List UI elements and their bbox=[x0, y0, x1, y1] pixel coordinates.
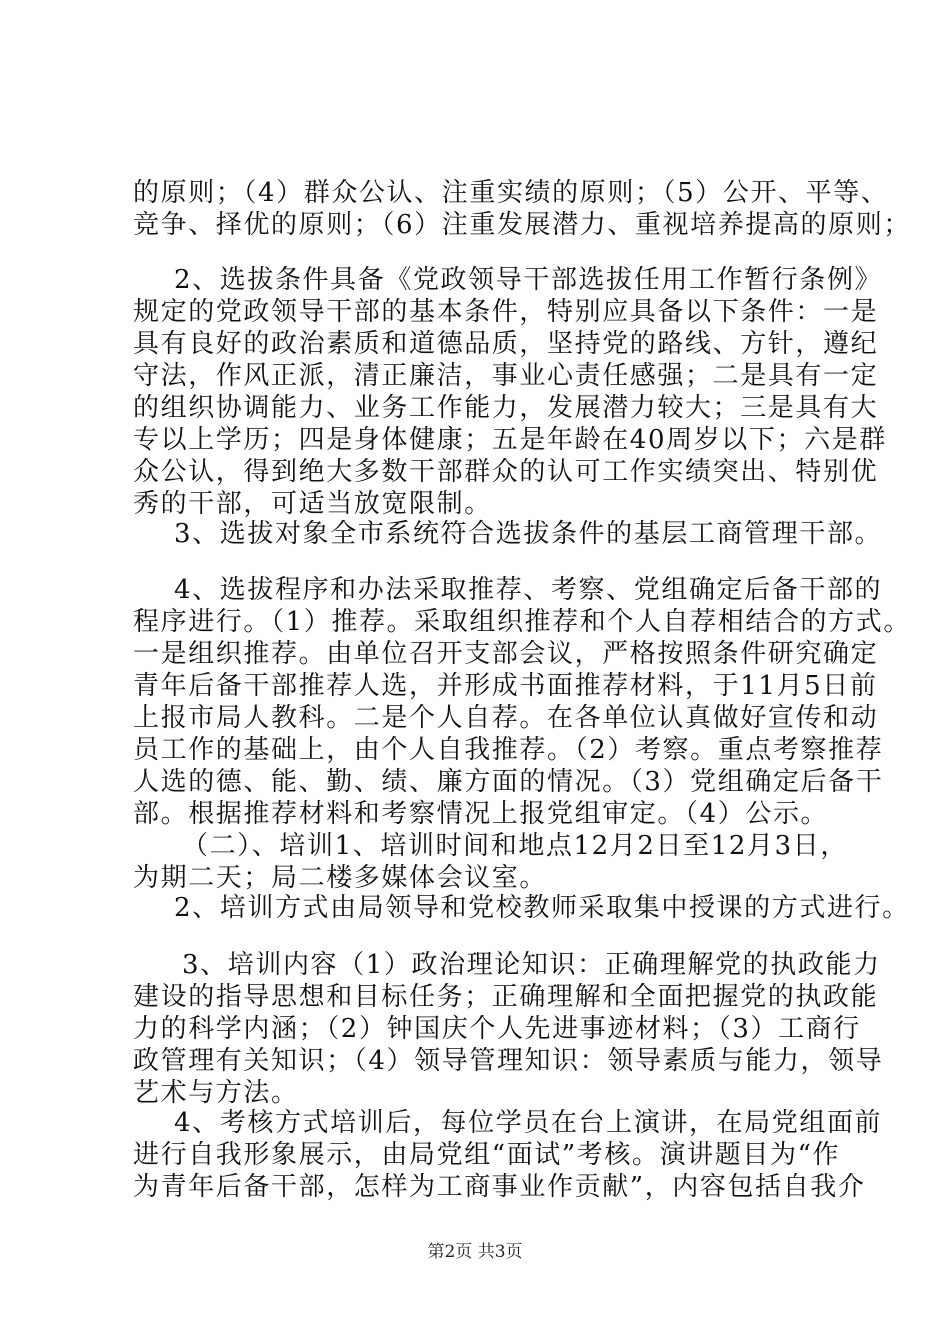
text-line: 为青年后备干部，怎样为工商事业作贡献”，内容包括自我介 bbox=[133, 1172, 866, 1202]
text-line: 4、选拔程序和办法采取推荐、考察、党组确定后备干部的 bbox=[174, 575, 883, 605]
text-line: 力的科学内涵；（2）钟国庆个人先进事迹材料；（3）工商行 bbox=[133, 1014, 861, 1044]
text-line: 程序进行。（1）推荐。采取组织推荐和个人自荐相结合的方式。 bbox=[133, 607, 911, 637]
text-line: 政管理有关知识；（4）领导管理知识：领导素质与能力，领导 bbox=[133, 1046, 884, 1076]
text-line: 3、选拔对象全市系统符合选拔条件的基层工商管理干部。 bbox=[174, 519, 883, 549]
text-line: （二）、培训1、培训时间和地点12月2日至12月3日， bbox=[182, 831, 848, 861]
text-line: 2、选拔条件具备《党政领导干部选拔任用工作暂行条例》 bbox=[174, 265, 883, 295]
text-line: 部。根据推荐材料和考察情况上报党组审定。（4）公示。 bbox=[133, 799, 829, 829]
text-line: 规定的党政领导干部的基本条件，特别应具备以下条件：一是 bbox=[133, 297, 879, 327]
text-line: 守法，作风正派，清正廉洁，事业心责任感强；二是具有一定 bbox=[133, 361, 879, 391]
text-line: 具有良好的政治素质和道德品质，坚持党的路线、方针，遵纪 bbox=[133, 329, 879, 359]
text-line: 人选的德、能、勤、绩、廉方面的情况。（3）党组确定后备干 bbox=[133, 767, 884, 797]
text-line: 一是组织推荐。由单位召开支部会议，严格按照条件研究确定 bbox=[133, 639, 879, 669]
text-line: 众公认，得到绝大多数干部群众的认可工作实绩突出、特别优 bbox=[133, 457, 879, 487]
text-line: 为期二天；局二楼多媒体会议室。 bbox=[133, 863, 548, 893]
text-line: 的原则；（4）群众公认、注重实绩的原则；（5）公开、平等、 bbox=[133, 178, 889, 208]
text-line: 艺术与方法。 bbox=[133, 1078, 299, 1108]
text-line: 建设的指导思想和目标任务；正确理解和全面把握党的执政能 bbox=[133, 982, 879, 1012]
text-line: 3、培训内容（1）政治理论知识：正确理解党的执政能力 bbox=[182, 950, 881, 980]
text-line: 的组织协调能力、业务工作能力，发展潜力较大；三是具有大 bbox=[133, 393, 879, 423]
text-line: 4、考核方式培训后，每位学员在台上演讲，在局党组面前 bbox=[174, 1108, 883, 1138]
text-line: 专以上学历；四是身体健康；五是年龄在40周岁以下；六是群 bbox=[133, 425, 887, 455]
text-line: 2、培训方式由局领导和党校教师采取集中授课的方式进行。 bbox=[174, 893, 910, 923]
text-line: 员工作的基础上，由个人自我推荐。（2）考察。重点考察推荐 bbox=[133, 735, 884, 765]
text-line: 进行自我形象展示，由局党组“面试”考核。演讲题目为“作 bbox=[133, 1140, 841, 1170]
text-line: 上报市局人教科。二是个人自荐。在各单位认真做好宣传和动 bbox=[133, 703, 879, 733]
text-line: 秀的干部，可适当放宽限制。 bbox=[133, 489, 492, 519]
text-line: 竞争、择优的原则；（6）注重发展潜力、重视培养提高的原则； bbox=[133, 210, 911, 240]
page-footer: 第2页 共3页 bbox=[427, 1242, 523, 1262]
text-line: 青年后备干部推荐人选，并形成书面推荐材料，于11月5日前 bbox=[133, 671, 878, 701]
